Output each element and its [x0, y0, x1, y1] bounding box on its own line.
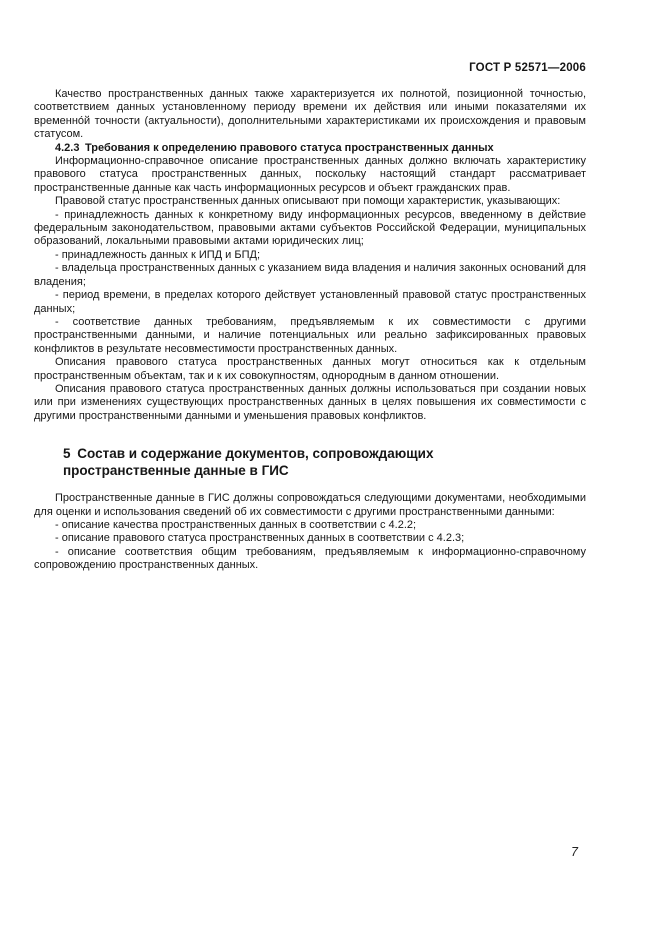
list-item-characteristic-compatibility: - соответствие данных требованиям, предъявляемым к их совместимости с другими пространственными данными, и наличие потенциальных или реально зафиксированных правовых конфликтов в результате несовместимости пространственных данных.	[34, 315, 586, 355]
heading-4-2-3: 4.2.3 Требования к определению правового статуса пространственных данных	[55, 141, 494, 154]
list-item-document-general-requirements: - описание соответствия общим требованиям, предъявляемым к информационно-справочному сопровождению пространственных данных.	[34, 545, 586, 572]
list-item-document-quality: - описание качества пространственных данных в соответствии с 4.2.2;	[55, 518, 417, 531]
page-number: 7	[571, 845, 578, 859]
list-item-characteristic-owner: - владельца пространственных данных с указанием вида владения и наличия законных оснований для владения;	[34, 262, 586, 288]
paragraph-data-quality: Качество пространственных данных также характеризуется их полнотой, позиционной точностью, соответствием данных установленному периоду времени их действия или иными показателями их временно́й точности (актуальности), дополнительными характеристиками их происхождения и правовым статусом.	[34, 88, 586, 141]
text-column	[34, 62, 586, 573]
list-item-document-legal-status: - описание правового статуса пространственных данных в соответствии с 4.2.3;	[55, 532, 465, 545]
paragraph-status-scope: Описания правового статуса пространственных данных могут относиться как к отдельным пространственным объектам, так и к их совокупностям, однородным в данном отношении.	[34, 356, 586, 382]
running-header-standard-code: ГОСТ Р 52571—2006	[469, 62, 586, 74]
list-item-characteristic-time-period: - период времени, в пределах которого действует установленный правовой статус пространственных данных;	[34, 289, 586, 315]
paragraph-characteristics-intro: Правовой статус пространственных данных описывают при помощи характеристик, указывающих:	[55, 195, 561, 208]
heading-section-5: 5 Состав и содержание документов, сопровождающих пространственные данные в ГИС	[63, 446, 434, 478]
list-item-characteristic-ipd-bpd: - принадлежность данных к ИПД и БПД;	[55, 248, 261, 261]
paragraph-status-usage: Описания правового статуса пространственных данных должны использоваться при создании новых или при изменениях существующих пространственных данных в целях повышения их совместимости с другими пространственными данными и уменьшения правовых конфликтов.	[34, 382, 586, 422]
paragraph-section5-intro: Пространственные данные в ГИС должны сопровождаться следующими документами, необходимыми для оценки и использования сведений об их совместимости с другими пространственными данными:	[34, 492, 586, 518]
paragraph-info-reference-description: Информационно-справочное описание пространственных данных должно включать характеристику правового статуса пространственных данных, поскольку настоящий стандарт рассматривает пространственные данные как часть информационных ресурсов и объект гражданских прав.	[34, 155, 586, 194]
list-item-characteristic-resource-type: - принадлежность данных к конкретному виду информационных ресурсов, введенному в действие федеральным законодательством, правовыми актами субъектов Российской Федерации, муниципальных образований, локальными правовыми актами юридических лиц;	[34, 208, 586, 248]
